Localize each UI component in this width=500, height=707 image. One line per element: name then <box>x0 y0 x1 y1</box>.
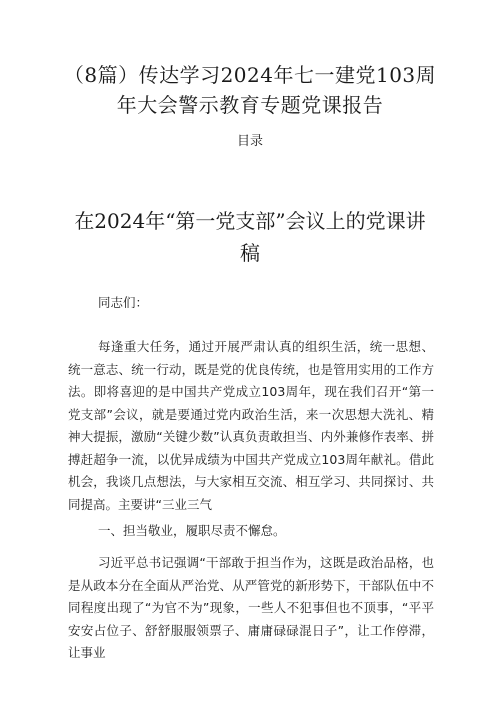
salutation: 同志们： <box>98 295 149 310</box>
table-of-contents-label: 目录 <box>236 134 263 149</box>
section-title: 在2024年“第一党支部”会议上的党课讲稿 <box>74 209 426 265</box>
paragraph-2: 习近平总书记强调“干部敢于担当作为，这既是政治品格，也是从政本分在全面从严治党、从严管党的新形势下，干部队伍中不同程度出现了“为官不为”现象，一些人不犯事但也不顶事，“平平安安占位子、舒舒服服领票子、庸庸碌碌混日子”，让工作停滞，让事业 <box>68 555 434 660</box>
section-heading-1: 一、担当敬业，履职尽责不懈怠。 <box>98 523 286 538</box>
paragraph-1: 每逢重大任务，通过开展严肃认真的组织生活，统一思想、统一意志、统一行动，既是党的优良传统，也是管用实用的工作方法。即将喜迎的是中国共产党成立103周年，现在我们召开“第一党支部”会议，就是要通过党内政治生活，来一次思想大洗礼、精神大提振，激励“关键少数”认真负责敢担当、内外兼修作表率、拼搏赶超争一流，以优异成绩为中国共产党成立103周年献礼。借此机会，我谈几点想法，与大家相互交流、相互学习、共同探讨、共同提高。主要讲“三业三气 <box>68 339 434 512</box>
document-title: （8篇）传达学习2024年七一建党103周年大会警示教育专题党课报告 <box>63 63 437 117</box>
